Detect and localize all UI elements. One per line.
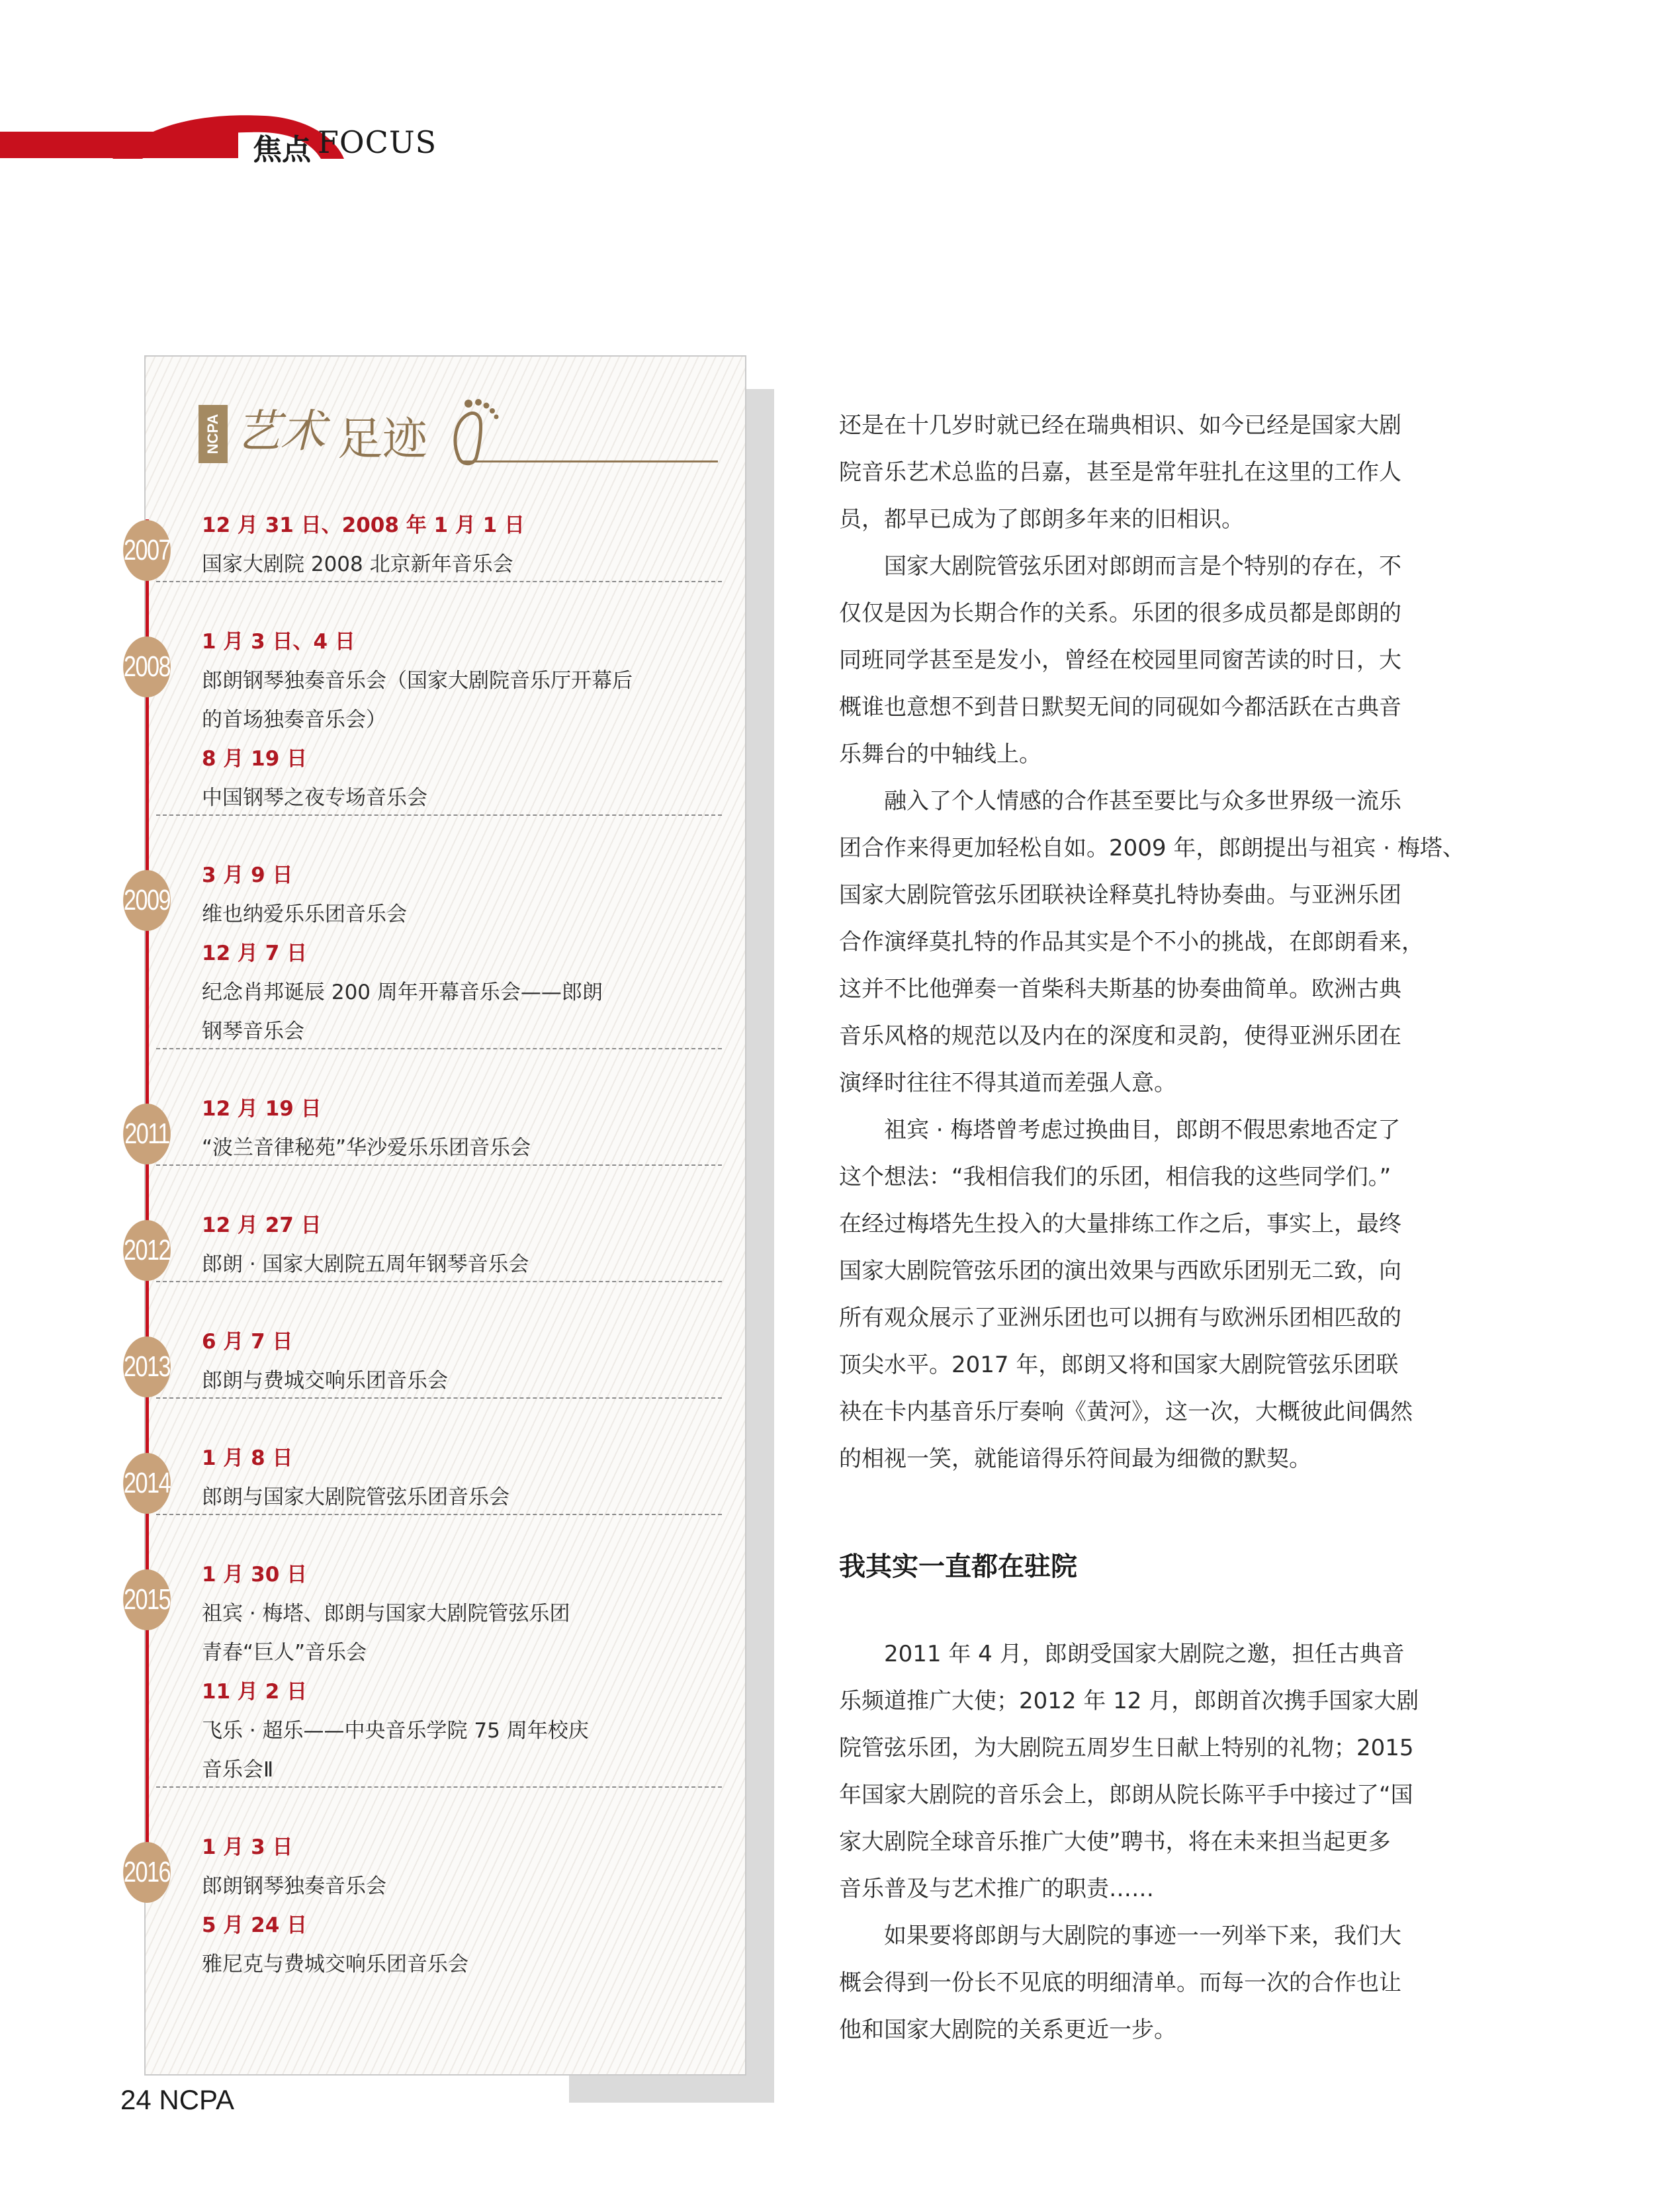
- year-badge: 2013: [123, 1336, 171, 1397]
- paragraph-line: 家大剧院全球音乐推广大使”聘书，将在未来担当起更多: [839, 1829, 1391, 1855]
- paragraph-line: 顶尖水平。2017 年，郎朗又将和国家大剧院管弦乐团联: [839, 1352, 1399, 1378]
- timeline-line: [146, 519, 149, 1849]
- year-badge: 2009: [123, 870, 171, 931]
- year-badge: 2007: [123, 520, 171, 581]
- paragraph-line: 乐舞台的中轴线上。: [839, 741, 1041, 767]
- paragraph-line: 国家大剧院管弦乐团对郎朗而言是个特别的存在，不: [839, 553, 1401, 580]
- article-subheading: 我其实一直都在驻院: [839, 1552, 1077, 1582]
- paragraph-line: 这个想法：“我相信我们的乐团，相信我的这些同学们。”: [839, 1164, 1392, 1190]
- paragraph-line: 概谁也意想不到昔日默契无间的同砚如今都活跃在古典音: [839, 694, 1401, 721]
- event-date: 8 月 19 日: [202, 747, 308, 771]
- paragraph-line: 音乐普及与艺术推广的职责……: [839, 1876, 1154, 1902]
- year-badge: 2016: [123, 1842, 171, 1903]
- event-description: 祖宾 · 梅塔、郎朗与国家大剧院管弦乐团: [202, 1602, 570, 1626]
- sidebar-title-footprint: 足迹: [337, 414, 428, 466]
- event-description: 郎朗 · 国家大剧院五周年钢琴音乐会: [202, 1252, 529, 1276]
- year-badge: 2014: [123, 1453, 171, 1514]
- paragraph-line: 如果要将郎朗与大剧院的事迹一一列举下来，我们大: [839, 1923, 1401, 1949]
- sidebar-title-art: 艺术: [236, 406, 326, 458]
- paragraph-line: 员，都早已成为了郎朗多年来的旧相识。: [839, 506, 1244, 533]
- paragraph-line: 2011 年 4 月，郎朗受国家大剧院之邀，担任古典音: [839, 1641, 1405, 1667]
- event-date: 1 月 3 日: [202, 1835, 293, 1859]
- paragraph-line: 袂在卡内基音乐厅奏响《黄河》，这一次，大概彼此间偶然: [839, 1399, 1413, 1425]
- paragraph-line: 国家大剧院管弦乐团的演出效果与西欧乐团别无二致，向: [839, 1258, 1401, 1284]
- paragraph-line: 演绎时往往不得其道而差强人意。: [839, 1070, 1176, 1096]
- year-badge: 2011: [123, 1104, 171, 1164]
- paragraph-line: 国家大剧院管弦乐团联袂诠释莫扎特协奏曲。与亚洲乐团: [839, 882, 1401, 908]
- event-date: 1 月 8 日: [202, 1446, 293, 1470]
- event-date: 12 月 27 日: [202, 1213, 322, 1237]
- event-date: 5 月 24 日: [202, 1913, 308, 1937]
- event-date: 12 月 7 日: [202, 941, 308, 965]
- paragraph-line: 祖宾 · 梅塔曾考虑过换曲目，郎朗不假思索地否定了: [839, 1117, 1401, 1143]
- article-paragraph: [839, 402, 1502, 543]
- event-description: 的首场独奏音乐会）: [202, 708, 386, 732]
- event-description: 中国钢琴之夜专场音乐会: [202, 786, 427, 810]
- paragraph-line: 合作演绎莫扎特的作品其实是个不小的挑战，在郎朗看来，: [839, 929, 1424, 955]
- paragraph-line: 团合作来得更加轻松自如。2009 年，郎朗提出与祖宾 · 梅塔、: [839, 835, 1465, 861]
- event-description: 雅尼克与费城交响乐团音乐会: [202, 1952, 468, 1976]
- page-number: 24: [120, 2084, 152, 2115]
- event-date: 1 月 3 日、4 日: [202, 630, 355, 654]
- event-date: 12 月 19 日: [202, 1097, 322, 1121]
- paragraph-line: 还是在十几岁时就已经在瑞典相识、如今已经是国家大剧: [839, 412, 1401, 439]
- ncpa-tag: NCPA: [199, 405, 228, 463]
- paragraph-line: 这并不比他弹奏一首柴科夫斯基的协奏曲简单。欧洲古典: [839, 976, 1401, 1002]
- paragraph-line: 仅仅是因为长期合作的关系。乐团的很多成员都是郎朗的: [839, 600, 1401, 627]
- paragraph-line: 融入了个人情感的合作甚至要比与众多世界级一流乐: [839, 788, 1401, 814]
- section-title-en: FOCUS: [318, 124, 437, 160]
- paragraph-line: 乐频道推广大使；2012 年 12 月，郎朗首次携手国家大剧: [839, 1688, 1419, 1714]
- timeline-divider: [156, 1786, 722, 1788]
- event-date: 3 月 9 日: [202, 863, 293, 887]
- header-bar: [0, 132, 238, 158]
- paragraph-line: 同班同学甚至是发小，曾经在校园里同窗苦读的时日，大: [839, 647, 1401, 674]
- event-description: 郎朗与费城交响乐团音乐会: [202, 1369, 448, 1393]
- paragraph-line: 音乐风格的规范以及内在的深度和灵韵，使得亚洲乐团在: [839, 1023, 1401, 1049]
- footprint-icon: [442, 394, 502, 467]
- event-date: 1 月 30 日: [202, 1563, 308, 1587]
- event-description: “波兰音律秘苑”华沙爱乐乐团音乐会: [202, 1136, 531, 1160]
- timeline-divider: [156, 814, 722, 816]
- paragraph-line: 院音乐艺术总监的吕嘉，甚至是常年驻扎在这里的工作人: [839, 459, 1401, 486]
- paragraph-line: 他和国家大剧院的关系更近一步。: [839, 2017, 1176, 2043]
- article-paragraph: [839, 543, 1502, 778]
- magazine-name: NCPA: [159, 2084, 234, 2115]
- paragraph-line: 的相视一笑，就能谙得乐符间最为细微的默契。: [839, 1446, 1311, 1472]
- timeline-divider: [156, 1164, 722, 1166]
- article-paragraph: [839, 1631, 1502, 1913]
- event-description: 青春“巨人”音乐会: [202, 1641, 367, 1665]
- year-badge: 2008: [123, 636, 171, 697]
- article-paragraph: [839, 1107, 1502, 1483]
- event-description: 郎朗钢琴独奏音乐会（国家大剧院音乐厅开幕后: [202, 669, 633, 693]
- section-title-cn: 焦点: [253, 133, 311, 167]
- year-badge: 2012: [123, 1220, 171, 1281]
- article-paragraph: [839, 1913, 1502, 2054]
- event-date: 12 月 31 日、2008 年 1 月 1 日: [202, 513, 525, 537]
- timeline-divider: [156, 1048, 722, 1049]
- timeline-divider: [156, 1397, 722, 1399]
- event-description: 音乐会Ⅱ: [202, 1758, 274, 1782]
- paragraph-line: 在经过梅塔先生投入的大量排练工作之后，事实上，最终: [839, 1211, 1401, 1237]
- event-description: 纪念肖邦诞辰 200 周年开幕音乐会——郎朗: [202, 981, 603, 1004]
- year-badge: 2015: [123, 1569, 171, 1630]
- paragraph-line: 所有观众展示了亚洲乐团也可以拥有与欧洲乐团相匹敌的: [839, 1305, 1401, 1331]
- event-description: 维也纳爱乐乐团音乐会: [202, 902, 407, 926]
- event-description: 郎朗与国家大剧院管弦乐团音乐会: [202, 1485, 509, 1509]
- sidebar-title-rule: [463, 460, 718, 462]
- event-description: 钢琴音乐会: [202, 1020, 304, 1043]
- paragraph-line: 概会得到一份长不见底的明细清单。而每一次的合作也让: [839, 1970, 1401, 1996]
- timeline-divider: [156, 1281, 722, 1282]
- page-footer: [120, 2084, 234, 2116]
- article-paragraph: [839, 778, 1502, 1107]
- event-description: 飞乐 · 超乐——中央音乐学院 75 周年校庆: [202, 1719, 589, 1743]
- event-date: 6 月 7 日: [202, 1330, 293, 1354]
- timeline-divider: [156, 1514, 722, 1515]
- paragraph-line: 院管弦乐团，为大剧院五周岁生日献上特别的礼物；2015: [839, 1735, 1414, 1761]
- timeline-divider: [156, 581, 722, 582]
- event-date: 11 月 2 日: [202, 1680, 308, 1704]
- event-description: 国家大剧院 2008 北京新年音乐会: [202, 552, 513, 576]
- event-description: 郎朗钢琴独奏音乐会: [202, 1874, 386, 1898]
- paragraph-line: 年国家大剧院的音乐会上，郎朗从院长陈平手中接过了“国: [839, 1782, 1413, 1808]
